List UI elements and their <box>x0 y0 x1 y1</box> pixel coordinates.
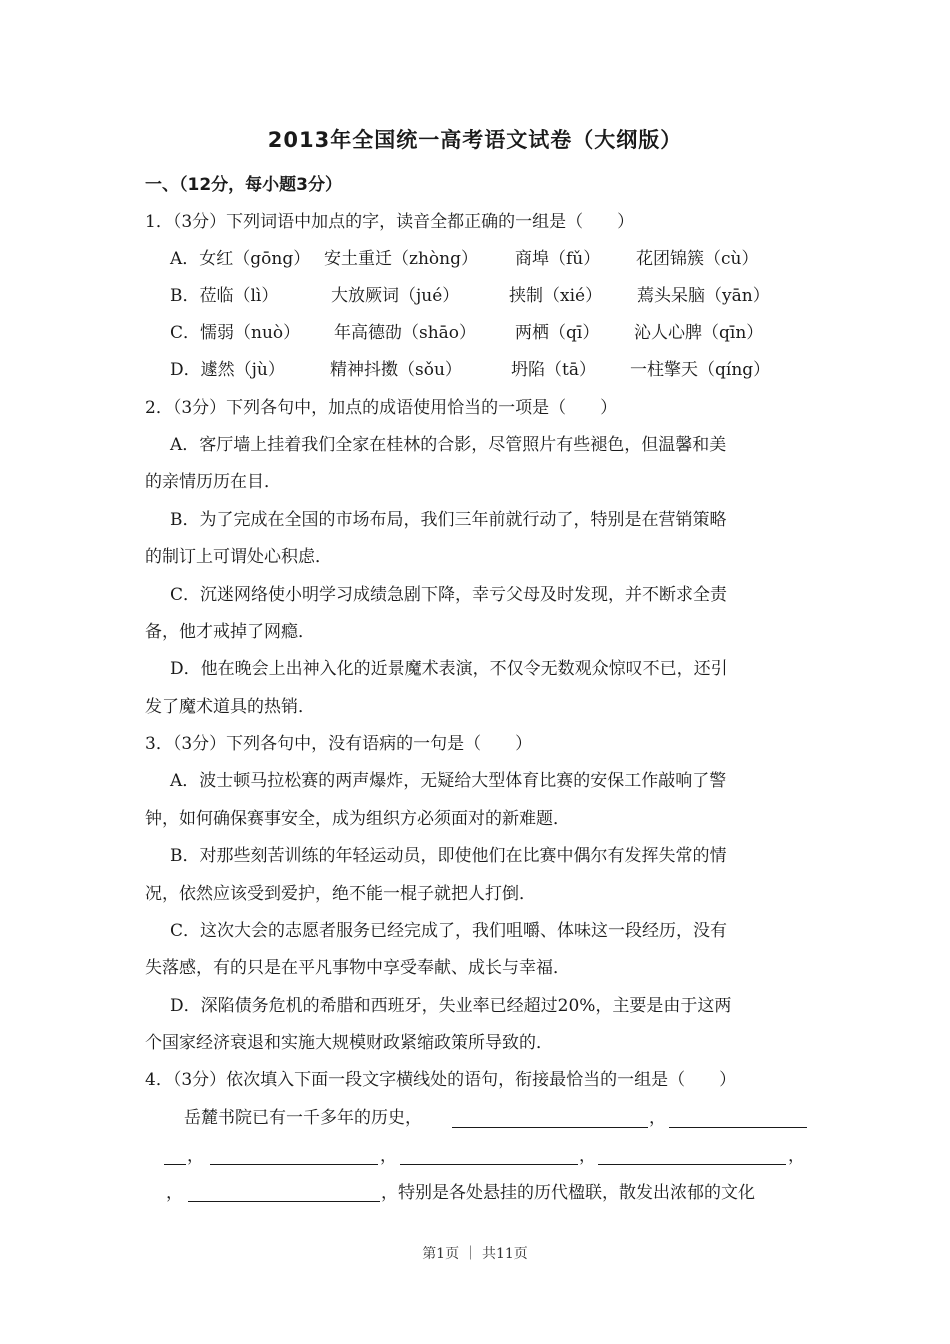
option-b-item-3: 挟制（xié） <box>509 286 603 306</box>
option-b-item-2: 大放厥词（jué） <box>331 286 460 306</box>
blank-separator: ， <box>187 1146 204 1166</box>
question-2-option-b-cont: 的制订上可谓处心积虑． <box>145 547 332 567</box>
answer-blank-4[interactable] <box>400 1164 578 1165</box>
question-2-option-c: C．沉迷网络使小明学习成绩急剧下降，幸亏父母及时发现，并不断求全责 <box>170 585 728 605</box>
question-2-stem: 2．（3分）下列各句中，加点的成语使用恰当的一项是（ ） <box>145 398 618 418</box>
answer-blank-6[interactable] <box>188 1201 380 1202</box>
question-4-stem: 4．（3分）依次填入下面一段文字横线处的语句，衔接最恰当的一组是（ ） <box>145 1070 737 1090</box>
question-1-stem: 1．（3分）下列词语中加点的字，读音全都正确的一组是（ ） <box>145 212 635 232</box>
blank-separator: ， <box>166 1183 183 1203</box>
question-3-option-d: D．深陷债务危机的希腊和西班牙，失业率已经超过20%，主要是由于这两 <box>170 996 732 1016</box>
option-a-item-4: 花团锦簇（cù） <box>636 249 759 269</box>
question-2-option-d-cont: 发了魔术道具的热销． <box>145 697 315 717</box>
question-3-option-d-cont: 个国家经济衰退和实施大规模财政紧缩政策所导致的． <box>145 1033 553 1053</box>
option-d-item-4: 一柱擎天（qíng） <box>630 360 771 380</box>
question-3-option-c-cont: 失落感，有的只是在平凡事物中享受奉献、成长与幸福． <box>145 958 570 978</box>
option-a-item-2: 安土重迁（zhòng） <box>324 249 478 269</box>
answer-blank-1[interactable] <box>452 1127 648 1128</box>
answer-blank-2-cont[interactable] <box>164 1164 186 1165</box>
option-c-item-3: 两栖（qī） <box>515 323 600 343</box>
option-c-item-1: C．懦弱（nuò） <box>170 323 301 343</box>
blank-separator: ， <box>788 1146 805 1166</box>
option-d-item-2: 精神抖擞（sǒu） <box>330 360 462 380</box>
question-4-passage-start: 岳麓书院已有一千多年的历史， <box>184 1108 422 1128</box>
blank-separator: ， <box>649 1108 666 1128</box>
question-3-option-b-cont: 况，依然应该受到爱护，绝不能一棍子就把人打倒． <box>145 884 536 904</box>
option-d-item-1: D．遽然（jù） <box>170 360 285 380</box>
option-b-item-4: 蔫头呆脑（yān） <box>637 286 770 306</box>
question-3-option-c: C．这次大会的志愿者服务已经完成了，我们咀嚼、体味这一段经历，没有 <box>170 921 728 941</box>
option-b-item-1: B．莅临（lì） <box>170 286 279 306</box>
option-d-item-3: 坍陷（tā） <box>511 360 596 380</box>
answer-blank-3[interactable] <box>210 1164 378 1165</box>
question-2-option-a: A．客厅墙上挂着我们全家在桂林的合影，尽管照片有些褪色，但温馨和美 <box>170 435 727 455</box>
section-heading: 一、（12分，每小题3分） <box>145 175 342 195</box>
answer-blank-5[interactable] <box>598 1164 786 1165</box>
option-c-item-4: 沁人心脾（qīn） <box>634 323 764 343</box>
question-2-option-c-cont: 备，他才戒掉了网瘾． <box>145 622 315 642</box>
question-3-option-a: A．波士顿马拉松赛的两声爆炸，无疑给大型体育比赛的安保工作敲响了警 <box>170 771 727 791</box>
blank-separator: ， <box>380 1146 397 1166</box>
question-3-stem: 3．（3分）下列各句中，没有语病的一句是（ ） <box>145 734 533 754</box>
question-2-option-b: B．为了完成在全国的市场布局，我们三年前就行动了，特别是在营销策略 <box>170 510 727 530</box>
option-a-item-1: A．女红（gōng） <box>170 249 311 269</box>
page-footer: 第1页 ｜ 共11页 <box>422 1246 528 1262</box>
exam-title: 2013年全国统一高考语文试卷（大纲版） <box>267 128 683 152</box>
blank-separator: ， <box>579 1146 596 1166</box>
question-4-passage-end: ，特别是各处悬挂的历代楹联，散发出浓郁的文化 <box>381 1183 755 1203</box>
option-a-item-3: 商埠（fǔ） <box>515 249 601 269</box>
question-3-option-a-cont: 钟，如何确保赛事安全，成为组织方必须面对的新难题． <box>145 809 570 829</box>
option-c-item-2: 年高德劭（shāo） <box>334 323 477 343</box>
answer-blank-2[interactable] <box>669 1127 807 1128</box>
question-2-option-d: D．他在晚会上出神入化的近景魔术表演，不仅令无数观众惊叹不已，还引 <box>170 659 728 679</box>
question-3-option-b: B．对那些刻苦训练的年轻运动员，即使他们在比赛中偶尔有发挥失常的情 <box>170 846 727 866</box>
question-2-option-a-cont: 的亲情历历在目． <box>145 472 281 492</box>
